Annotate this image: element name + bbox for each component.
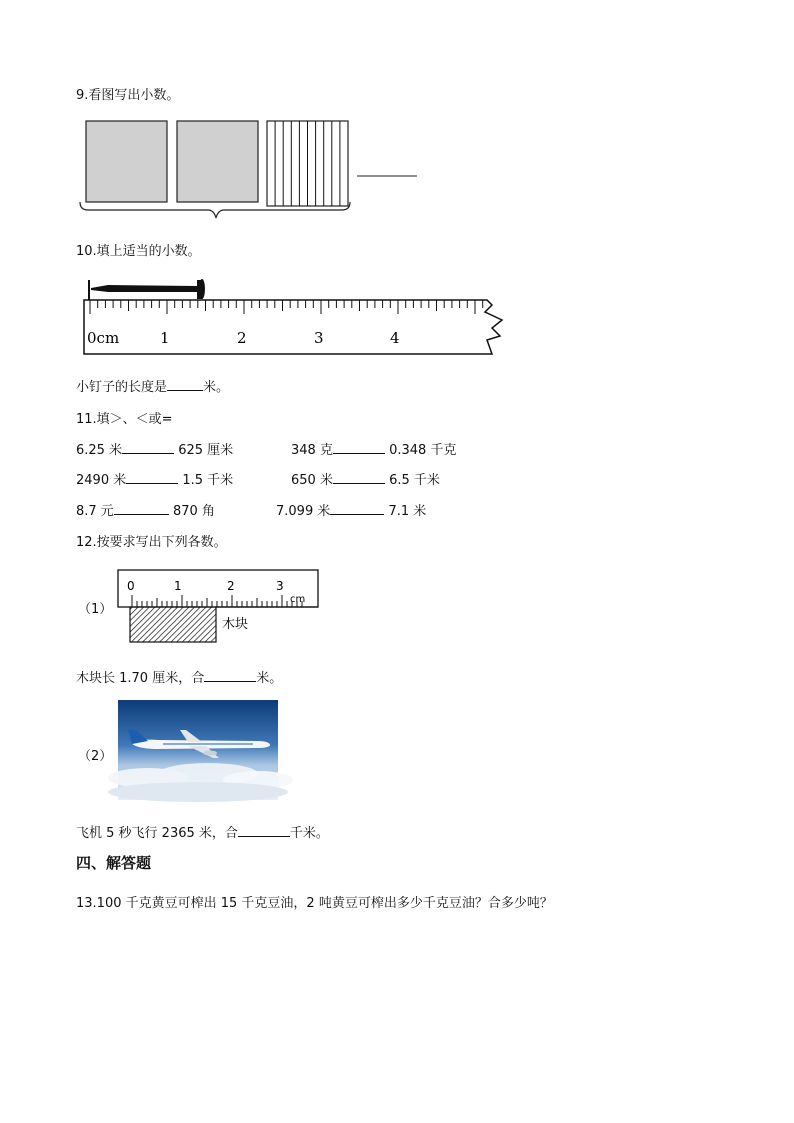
q11-item-left: 8.7 元 [76,504,114,519]
q12-part2-suffix: 千米。 [289,826,329,841]
q12-part1-blank[interactable] [204,667,256,682]
q12-part1-suffix: 米。 [256,671,283,686]
ruler-label-0: 0cm [87,329,120,347]
q10-answer-prefix: 小钉子的长度是 [76,380,168,395]
q11-item-6 [276,500,426,519]
ruler-label-3: 3 [314,329,324,347]
q11-item-right: 625 厘米 [178,443,234,458]
q11-item-2 [291,439,456,458]
ruler-label-4: 4 [390,329,400,347]
q12-part1-marker: （1） [78,602,113,617]
ruler-label-1: 1 [160,329,170,347]
q12-part1-text [76,667,282,686]
q11-item-1 [76,439,233,458]
q11-item-right: 6.5 千米 [389,473,440,488]
q11-blank[interactable] [122,439,174,454]
ruler-label-3: 3 [276,579,284,593]
q11-blank[interactable] [330,500,384,515]
q9-title: 9.看图写出小数。 [76,88,180,103]
full-square-2 [177,121,258,202]
q10-ruler-figure [82,270,512,360]
ruler-label-2: 2 [227,579,235,593]
q11-blank[interactable] [114,500,169,515]
ruler-unit: cm [290,594,306,605]
q11-item-left: 348 克 [291,443,333,458]
ruler-label-2: 2 [237,329,247,347]
q12-part2-blank[interactable] [238,822,290,837]
q13-text: 13.100 千克黄豆可榨出 15 千克豆油，2 吨黄豆可榨出多少千克豆油？合多少吨？ [76,896,553,911]
q12-title: 12.按要求写出下列各数。 [76,535,227,550]
ruler-body [84,300,502,354]
q11-blank[interactable] [333,439,385,454]
q11-title: 11.填＞、＜或= [76,412,173,427]
q9-figure [76,118,426,223]
partial-square [267,121,348,206]
q11-item-right: 0.348 千克 [389,443,457,458]
ruler-label-0: 0 [127,579,135,593]
q11-item-right: 7.1 米 [388,504,427,519]
q11-item-right: 870 角 [172,504,215,519]
q10-answer-line [76,376,229,395]
q12-part2-prefix: 飞机 5 秒飞行 2365 米，合 [76,826,238,841]
wood-block [130,607,216,642]
section-title: 四、解答题 [76,854,152,872]
q10-blank[interactable] [167,376,203,391]
q10-answer-suffix: 米。 [203,380,230,395]
q11-item-left: 650 米 [291,473,333,488]
q12-part2-text [76,822,329,841]
ruler-label-1: 1 [174,579,182,593]
q11-item-left: 6.25 米 [76,443,123,458]
q11-item-3 [76,469,233,488]
q11-item-left: 2490 米 [76,473,127,488]
q11-item-4 [291,469,440,488]
q10-title: 10.填上适当的小数。 [76,244,201,259]
q11-blank[interactable] [333,469,385,484]
q11-blank[interactable] [126,469,178,484]
nail-icon [89,279,205,300]
q12-part1-prefix: 木块长 1.70 厘米，合 [76,671,205,686]
q12-part2-marker: （2） [78,749,113,764]
q12-ruler-figure [118,570,320,646]
airplane-photo [118,700,278,800]
q11-item-5 [76,500,215,519]
full-square-1 [86,121,167,202]
q11-item-left: 7.099 米 [276,504,331,519]
wood-block-label: 木块 [222,617,249,632]
q11-item-right: 1.5 千米 [182,473,234,488]
